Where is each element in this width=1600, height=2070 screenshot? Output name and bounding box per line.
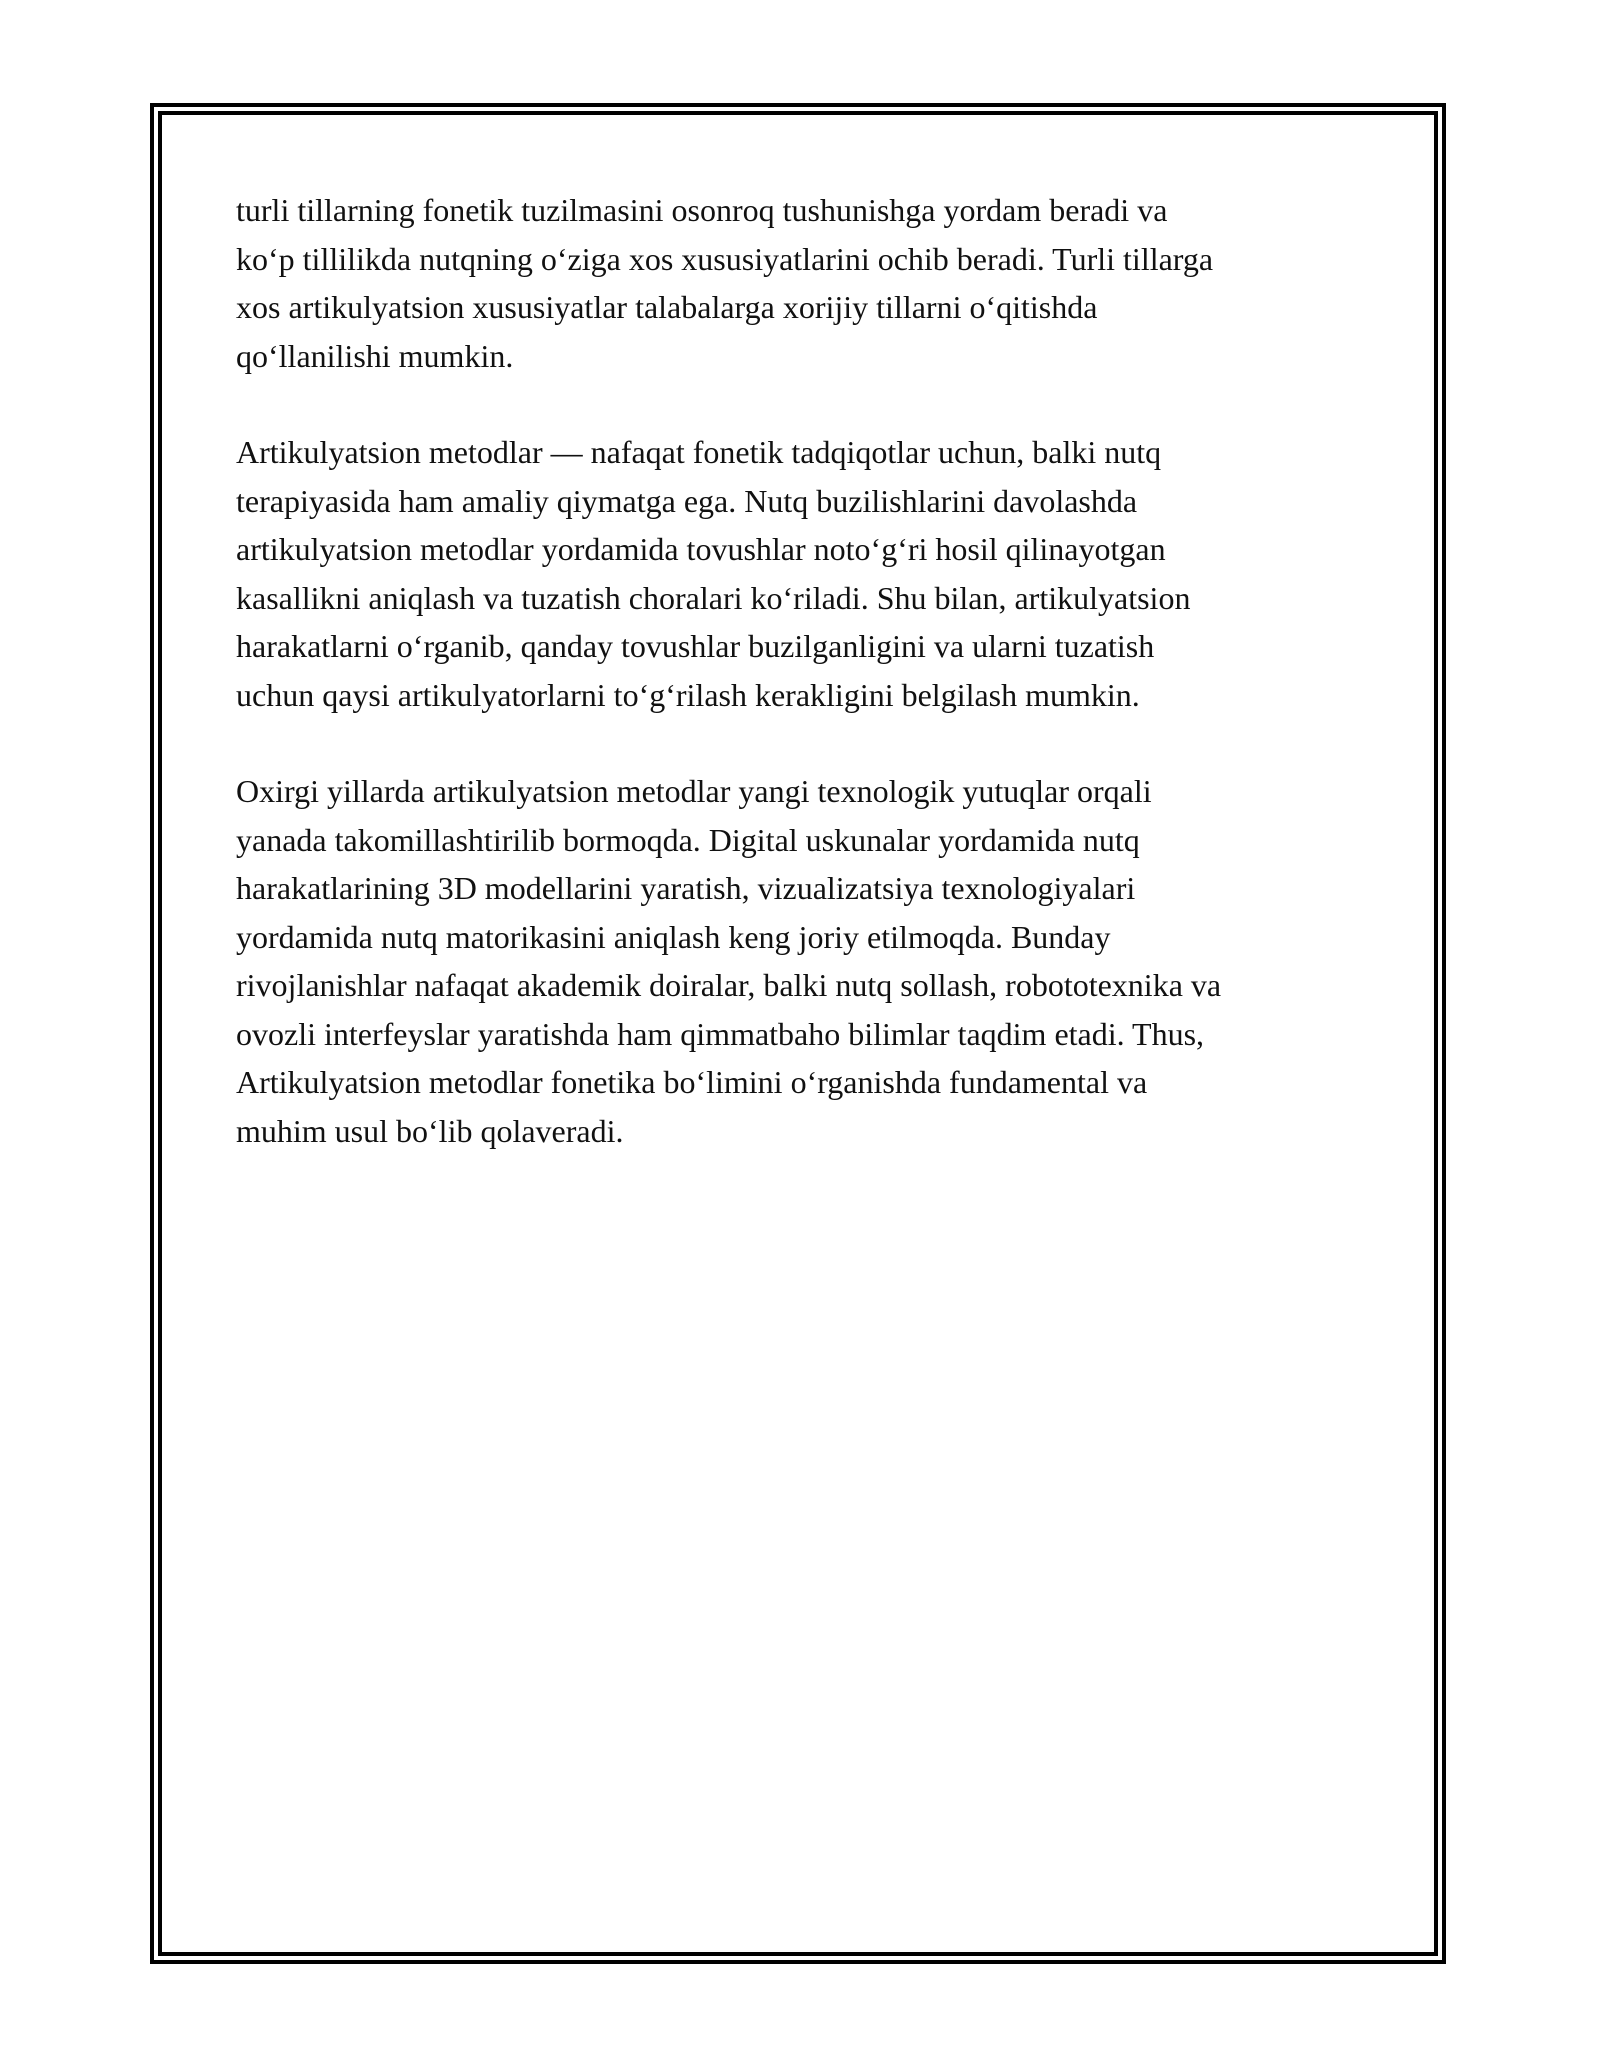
paragraph-1: turli tillarning fonetik tuzilmasini osonroq tushunishga yordam beradi va ko‘p tillilikda nutqning o‘ziga xos xususiyatlarini ochib beradi. Turli tillarga xos artikulyatsion xususiyatlar talabalarga xorijiy tillarni o‘qitishda qo‘llanilishi mumkin. — [236, 192, 1214, 374]
paragraph-3: Oxirgi yillarda artikulyatsion metodlar yangi texnologik yutuqlar orqali yanada takomillashtirilib bormoqda. Digital uskunalar yordamida nutq harakatlarining 3D modellarini yaratish, vizualizatsiya texnologiyalari yordamida nutq matorikasini aniqlash keng joriy etilmoqda. Bunday rivojlanishlar nafaqat akademik doiralar, balki nutq sollash, robototexnika va ovozli interfeyslar yaratishda ham qimmatbaho bilimlar taqdim etadi. Thus, Artikulyatsion metodlar fonetika bo‘limini o‘rganishda fundamental va muhim usul bo‘lib qolaveradi. — [236, 773, 1222, 1149]
paragraph-2: Artikulyatsion metodlar — nafaqat fonetik tadqiqotlar uchun, balki nutq terapiyasida ham amaliy qiymatga ega. Nutq buzilishlarini davolashda artikulyatsion metodlar yordamida tovushlar noto‘g‘ri hosil qilinayotgan kasallikni aniqlash va tuzatish choralari ko‘riladi. Shu bilan, artikulyatsion harakatlarni o‘rganib, qanday tovushlar buzilganligini va ularni tuzatish uchun qaysi artikulyatorlarni to‘g‘rilash kerakligini belgilash mumkin. — [236, 434, 1191, 713]
document-body — [236, 186, 1371, 1203]
